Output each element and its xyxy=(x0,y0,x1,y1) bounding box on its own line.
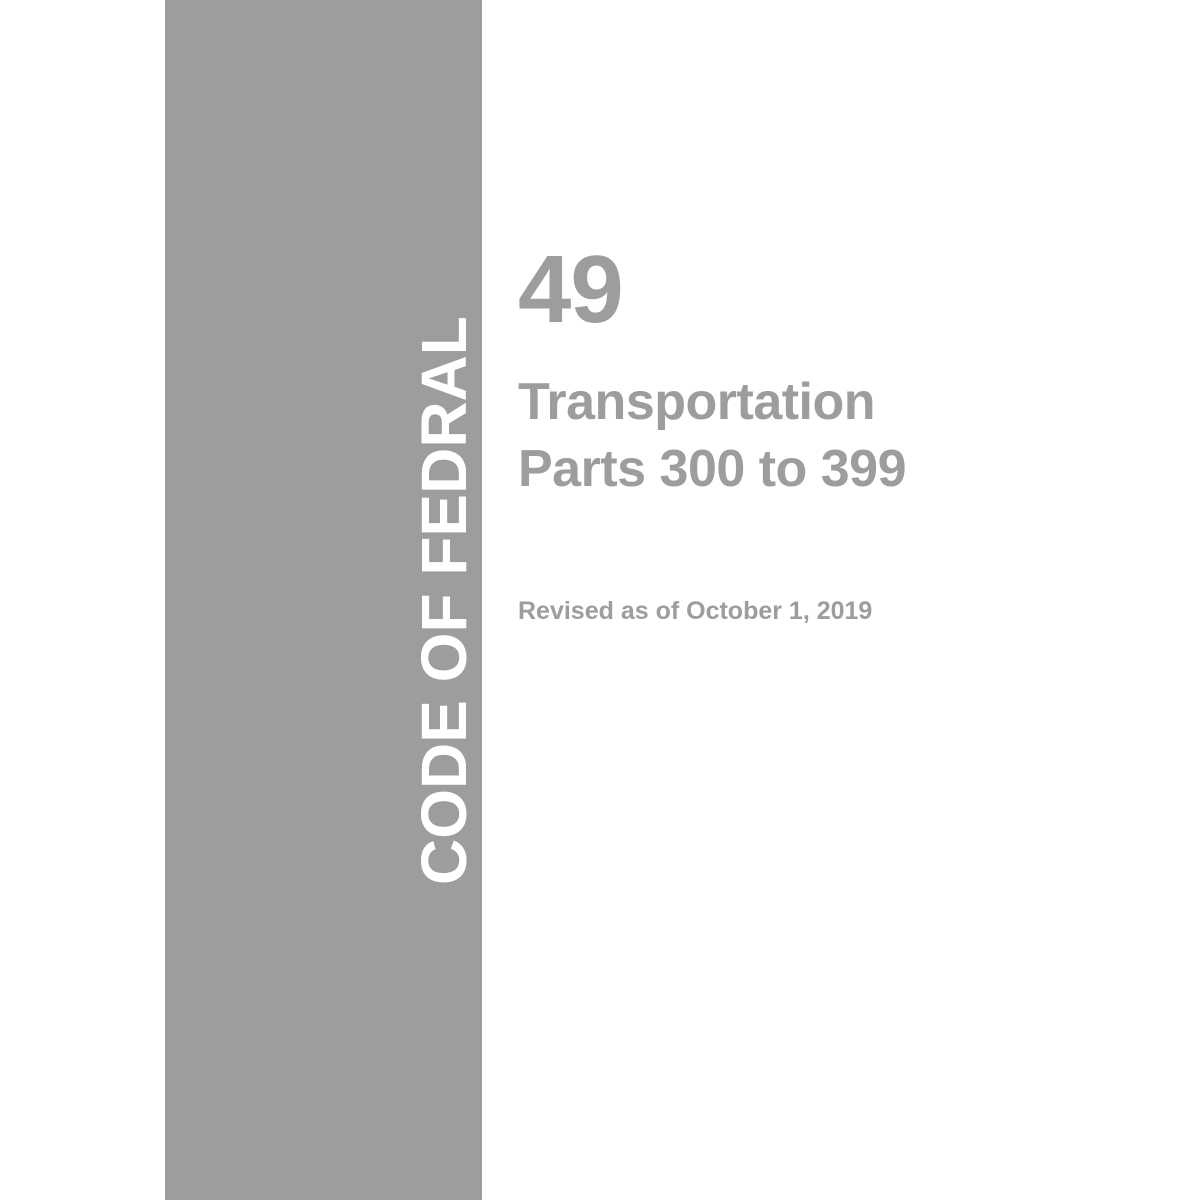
spine-text-group xyxy=(165,0,563,1200)
cfr-subject: Transportation xyxy=(518,372,876,431)
spine-title-line-2: REGULATIONS xyxy=(491,303,563,765)
spine-title-line-1: CODE OF FEDRAL xyxy=(408,316,480,885)
title-block xyxy=(518,236,1138,626)
cfr-revision-date: Revised as of October 1, 2019 xyxy=(518,596,873,625)
cfr-parts-range: Parts 300 to 399 xyxy=(518,440,907,499)
spine-band xyxy=(165,0,563,1200)
cfr-title-number: 49 xyxy=(518,236,623,343)
